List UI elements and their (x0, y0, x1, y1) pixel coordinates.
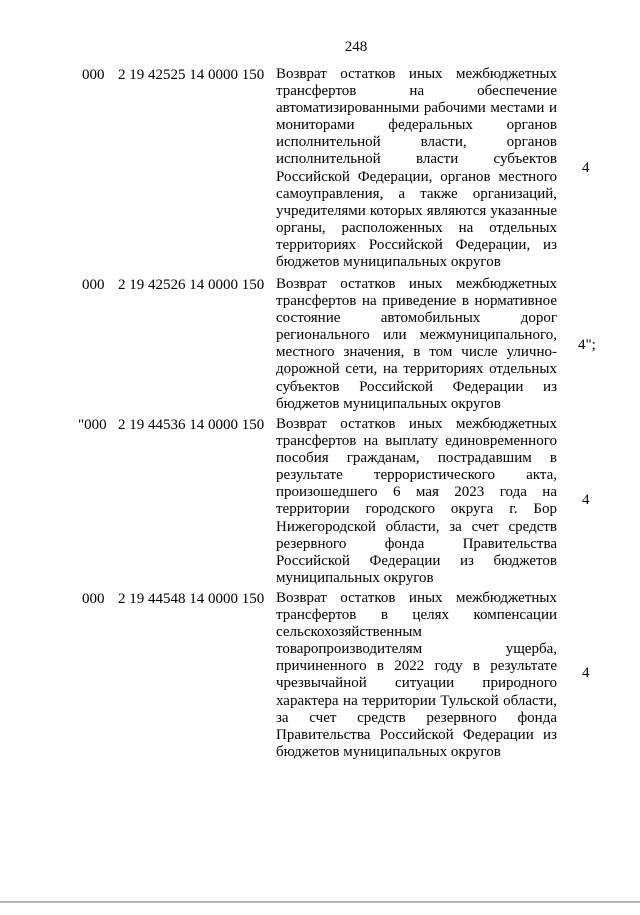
description-line: чрезвычайной ситуации природного (276, 675, 557, 692)
budget-code: 2 19 44536 14 0000 150 (118, 417, 265, 433)
description-line: трансфертов в целях компенсации (276, 607, 557, 624)
row-value: 4"; (578, 337, 596, 353)
description-line: за счет средств резервного фонда (276, 709, 557, 726)
description-line: местного значения, в том числе улично- (276, 344, 557, 361)
description-line: Правительства Российской Федерации из (276, 726, 557, 743)
description-line: автоматизированными рабочими местами и (276, 100, 557, 117)
description-line: самоуправления, а также организаций, (276, 185, 557, 202)
row-description (276, 416, 557, 587)
description-line: Возврат остатков иных межбюджетных (276, 416, 557, 432)
description-line: сельскохозяйственным (276, 624, 422, 641)
description-line: учредителями которых являются указанные (276, 202, 557, 219)
page-number: 248 (344, 39, 368, 55)
description-line: пособия гражданам, пострадавшим в (276, 450, 557, 467)
description-line: состояние автомобильных дорог (276, 310, 557, 327)
row-description (276, 590, 557, 761)
description-line: резервного фонда Правительства (276, 535, 557, 552)
budget-code: 2 19 42526 14 0000 150 (118, 277, 265, 293)
description-line: мониторами федеральных органов (276, 117, 557, 134)
row-prefix: 000 (82, 277, 105, 293)
description-line: характера на территории Тульской области, (276, 692, 557, 709)
row-description (276, 276, 557, 413)
row-value: 4 (582, 160, 590, 176)
description-line: бюджетов муниципальных округов (276, 254, 501, 271)
description-line: результате террористического акта, (276, 467, 557, 484)
description-line: товаропроизводителям ущерба, (276, 641, 557, 658)
description-line: Возврат остатков иных межбюджетных (276, 590, 557, 606)
description-line: трансфертов на выплату единовременного (276, 433, 557, 450)
description-line: территории городского округа г. Бор (276, 501, 557, 518)
description-line: территориях Российской Федерации, из (276, 236, 557, 253)
description-line: органы, расположенных на отдельных (276, 219, 557, 236)
description-line: субъектов Российской Федерации из (276, 378, 557, 395)
description-line: Российской Федерации, органов местного (276, 168, 557, 185)
row-prefix: 000 (82, 67, 105, 83)
description-line: дорожной сети, на территориях отдельных (276, 361, 557, 378)
description-line: исполнительной власти, органов (276, 134, 557, 151)
row-description (276, 66, 557, 271)
description-line: Российской Федерации из бюджетов (276, 552, 557, 569)
page-bottom-edge (0, 901, 640, 903)
description-line: Возврат остатков иных межбюджетных (276, 276, 557, 292)
description-line: муниципальных округов (276, 569, 434, 586)
row-value: 4 (582, 665, 590, 681)
description-line: трансфертов на приведение в нормативное (276, 293, 557, 310)
row-prefix: "000 (78, 417, 107, 433)
budget-code: 2 19 44548 14 0000 150 (118, 591, 265, 607)
description-line: регионального или межмуниципального, (276, 327, 557, 344)
description-line: бюджетов муниципальных округов (276, 743, 501, 760)
row-value: 4 (582, 492, 590, 508)
description-line: произошедшего 6 мая 2023 года на (276, 484, 557, 501)
budget-code: 2 19 42525 14 0000 150 (118, 67, 265, 83)
description-line: Возврат остатков иных межбюджетных (276, 66, 557, 82)
description-line: трансфертов на обеспечение (276, 83, 557, 100)
description-line: причиненного в 2022 году в результате (276, 658, 557, 675)
description-line: бюджетов муниципальных округов (276, 395, 501, 412)
row-prefix: 000 (82, 591, 105, 607)
description-line: исполнительной власти субъектов (276, 151, 557, 168)
description-line: Нижегородской области, за счет средств (276, 518, 557, 535)
